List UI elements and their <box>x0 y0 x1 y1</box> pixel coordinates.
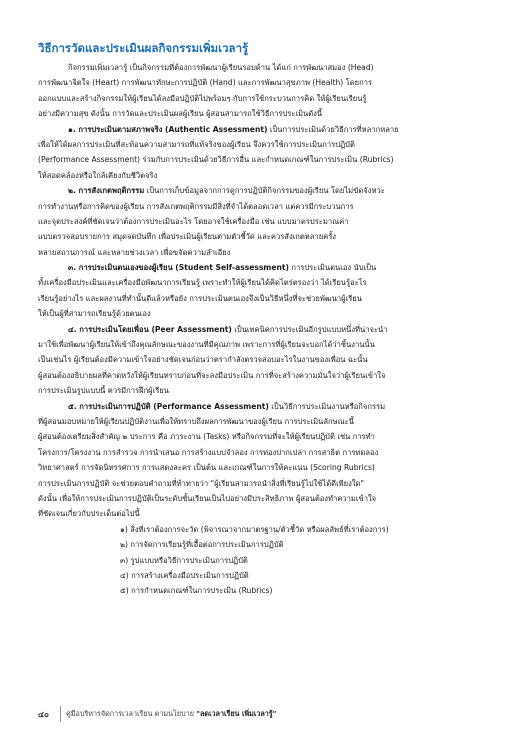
paragraph-line <box>38 352 502 367</box>
paragraph-line <box>38 368 502 383</box>
paragraph-line <box>38 460 502 475</box>
paragraph-line <box>38 183 502 198</box>
paragraph-text: การพัฒนาจิตใจ (Heart) การพัฒนาทักษะการปฏิบัติ (Hand) และการพัฒนาสุขภาพ (Health) โดยการ <box>38 78 373 88</box>
paragraph-line <box>38 245 502 260</box>
list-item: ๕) การกำหนดเกณฑ์ในการประเมิน (Rubrics) <box>120 586 273 596</box>
paragraph-text: ดังนั้น เพื่อให้การประเมินการปฏิบัติเป็นระดับชั้นเรียนเป็นไปอย่างมีประสิทธิภาพ ผู้สอนต้องทำความเข้าใจ <box>38 493 377 503</box>
paragraph-line <box>38 322 502 337</box>
paragraph-text: และจุดประสงค์ที่ชัดเจนว่าต้องการประเมินอะไร โดยอาจใช้เครื่องมือ เช่น แบบมาตรประมาณค่า <box>38 216 349 226</box>
paragraph-line <box>38 429 502 444</box>
paragraph-line <box>38 506 502 521</box>
paragraph-text: ออกแบบและสร้างกิจกรรมให้ผู้เรียนได้ลงมือปฏิบัติไปพร้อมๆ กับการใช้กระบวนการคิด ให้ผู้เรียนเรียนรู้ <box>38 93 367 103</box>
paragraph-text: (Performance Assessment) ร่วมกับการประเมินด้วยวิธีการอื่น และกำหนดเกณฑ์ในการประเมิน (Rubrics) <box>38 155 394 165</box>
list-item: ๔) การสร้างเครื่องมือประเมินการปฏิบัติ <box>120 570 249 580</box>
paragraph-text: เป็นการประเมินด้วยวิธีการที่หลากหลาย <box>267 124 399 134</box>
paragraph-lead: ๓. การประเมินตนเองของผู้เรียน (Student Self-assessment) <box>68 263 289 273</box>
paragraph-text: เป็นการเก็บข้อมูลจากการดูการปฏิบัติกิจกรรมของผู้เรียน โดยไม่ขัดจังหวะ <box>144 186 385 196</box>
footer-title-emphasis: "ลดเวลาเรียน เพิ่มเวลารู้" <box>196 709 277 718</box>
list-item: ๓) รูปแบบหรือวิธีการประเมินการปฏิบัติ <box>120 555 248 565</box>
paragraph-line <box>38 414 502 429</box>
paragraph-text: เป็นวิธีการประเมินงานหรือกิจกรรม <box>268 401 386 411</box>
paragraph-line <box>38 399 502 414</box>
page-number: ๔๐ <box>38 710 49 719</box>
paragraph-line <box>38 122 502 137</box>
paragraph-line <box>38 168 502 183</box>
paragraph-text: เป็นเช่นไร ผู้เรียนต้องมีความเข้าใจอย่างชัดเจนก่อนว่าตรากำลังตรวจสอบอะไรในงานของเพื่อน ฉะนั้น <box>38 355 368 365</box>
paragraph-text: โครงการ/โครงงาน การสำรวจ การนำเสนอ การสร้างแบบจำลอง การท่องปากเปล่า การสาธิต การทดลอง <box>38 447 379 457</box>
paragraph-line <box>38 214 502 229</box>
paragraph-text: การทำงานหรือการคิดของผู้เรียน การสังเกตพฤติกรรมมีสิ่งที่จำได้ตลอดเวลา แต่ควรมีกระบวนการ <box>38 201 354 211</box>
paragraph-lead: ๒. การสังเกตพฤติกรรม <box>68 186 145 196</box>
list-item: ๒) การจัดการเรียนรู้ที่เอื้อต่อการประเมินการปฏิบัติ <box>120 540 284 550</box>
paragraph-text: กิจกรรมเพิ่มเวลารู้ เป็นกิจกรรมที่ต้องการพัฒนาผู้เรียนรอบด้าน ได้แก่ การพัฒนาสมอง (Head) <box>68 63 374 72</box>
paragraph-text: ผู้สอนต้องอธิบายผลที่คาดหวังให้ผู้เรียนทราบก่อนที่จะลงมือประเมิน การที่จะสร้างความมั่นใจว่าผู้เรียนเข้าใจ <box>38 370 386 380</box>
paragraph-line <box>38 137 502 152</box>
paragraph-line <box>38 476 502 491</box>
section-heading: วิธีการวัดและประเมินผลกิจกรรมเพิ่มเวลารู้ <box>38 41 249 55</box>
paragraph-text: อย่างมีความสุข ดังนั้น การวัดและประเมินผลผู้เรียน ผู้สอนสามารถใช้วิธีการประเมินดังนี้ <box>38 109 323 119</box>
paragraph-text: วิทยาศาสตร์ การจัดนิทรรศการ การแสดงละคร เป็นต้น และเกณฑ์ในการให้คะแนน (Scoring Rubrics) <box>38 463 375 473</box>
paragraph-line <box>38 91 502 106</box>
paragraph-line <box>38 445 502 460</box>
footer-divider <box>60 706 61 722</box>
paragraph-text: เป็นเทคนิคการประเมินอีกรูปแบบหนึ่งที่น่าจะนำ <box>231 324 388 334</box>
paragraph-text: การประเมินรูปแบบนี้ ควรมีการฝึกผู้เรียน <box>38 386 169 396</box>
paragraph-text: หลายสถานการณ์ และหลายช่วงเวลา เพื่อขจัดความลำเอียง <box>38 247 231 257</box>
paragraph-line <box>38 275 502 290</box>
paragraph-text: เรียนรู้อย่างไร และผลงานที่ทำนั้นดีแล้วหรือยัง การประเมินตนเองจึงเป็นวิธีหนึ่งที่จะช่วยพัฒนาผู้เรียน <box>38 293 362 303</box>
paragraph-text: แบบตรวจสอบรายการ สมุดจดบันทึก เพื่อประเมินผู้เรียนตามตัวชี้วัด และควรสังเกตหลายครั้ง <box>38 232 337 242</box>
paragraph-line <box>38 491 502 506</box>
paragraph-lead: ๔. การประเมินโดยเพื่อน (Peer Assessment) <box>68 324 232 334</box>
paragraph-line <box>38 260 502 275</box>
paragraph-lead: ๕. การประเมินการปฏิบัติ (Performance Assessment) <box>68 401 269 411</box>
paragraph-text: ให้เป็นผู้ที่สามารถเรียนรู้ด้วยตนเอง <box>38 309 151 319</box>
paragraph-text: มาใช้เพื่อพัฒนาผู้เรียนให้เข้าถึงคุณลักษณะของงานที่มีคุณภาพ เพราะการที่ผู้เรียนจะบอกได้ว่าชิ้นงานนั้น <box>38 340 375 350</box>
footer-title-prefix: คู่มือบริหารจัดการเวลาเรียน ตามนโยบาย <box>66 709 194 718</box>
paragraph-lead: ๑. การประเมินตามสภาพจริง (Authentic Assessment) <box>68 124 268 134</box>
paragraph-line <box>38 60 502 75</box>
paragraph-line <box>38 306 502 321</box>
paragraph-line <box>38 106 502 121</box>
paragraph-text: การประเมินตนเอง นับเป็น <box>289 263 377 273</box>
paragraph-line <box>38 291 502 306</box>
paragraph-text: ทั้งเครื่องมือประเมินและเครื่องมือพัฒนาการเรียนรู้ เพราะทำให้ผู้เรียนได้คิดไตร่ตรองว่า ได้เรียนรู้อะไร <box>38 278 367 288</box>
paragraph-text: ให้สอดคล้องหรือใกล้เคียงกับชีวิตจริง <box>38 170 158 180</box>
paragraph-line <box>38 199 502 214</box>
paragraph-line <box>38 337 502 352</box>
paragraph-text: ที่ชัดเจนเกี่ยวกับประเด็นต่อไปนี้ <box>38 509 140 519</box>
paragraph-text: ที่ผู้สอนมอบหมายให้ผู้เรียนปฏิบัติงานเพื่อให้ทราบถึงผลการพัฒนาของผู้เรียน การประเมินลักษณะนี้ <box>38 416 354 426</box>
paragraph-line <box>38 152 502 167</box>
paragraph-line <box>38 383 502 398</box>
paragraph-text: ผู้สอนต้องเตรียมสิ่งสำคัญ ๒ ประการ คือ ภาระงาน (Tasks) หรือกิจกรรมที่จะให้ผู้เรียนปฏิบัติ เช่น การทำ <box>38 432 375 442</box>
paragraph-text: การประเมินการปฏิบัติ จะช่วยตอบคำถามที่ท้าทายว่า "ผู้เรียนสามารถนำสิ่งที่เรียนรู้ไปใช้ได้ดีเพียงใด" <box>38 478 364 488</box>
paragraph-line <box>38 75 502 90</box>
footer-title <box>66 709 276 720</box>
body-text <box>38 60 502 599</box>
list-item: ๑) สิ่งที่เราต้องการจะวัด (พิจารณาจากมาตรฐาน/ตัวชี้วัด หรือผลลัพธ์ที่เราต้องการ) <box>120 524 389 534</box>
paragraph-line <box>38 229 502 244</box>
paragraph-text: เพื่อให้ได้ผลการประเมินที่สะท้อนความสามารถที่แท้จริงของผู้เรียน จึงควรใช้การประเมินการปฏิบัติ <box>38 139 355 149</box>
